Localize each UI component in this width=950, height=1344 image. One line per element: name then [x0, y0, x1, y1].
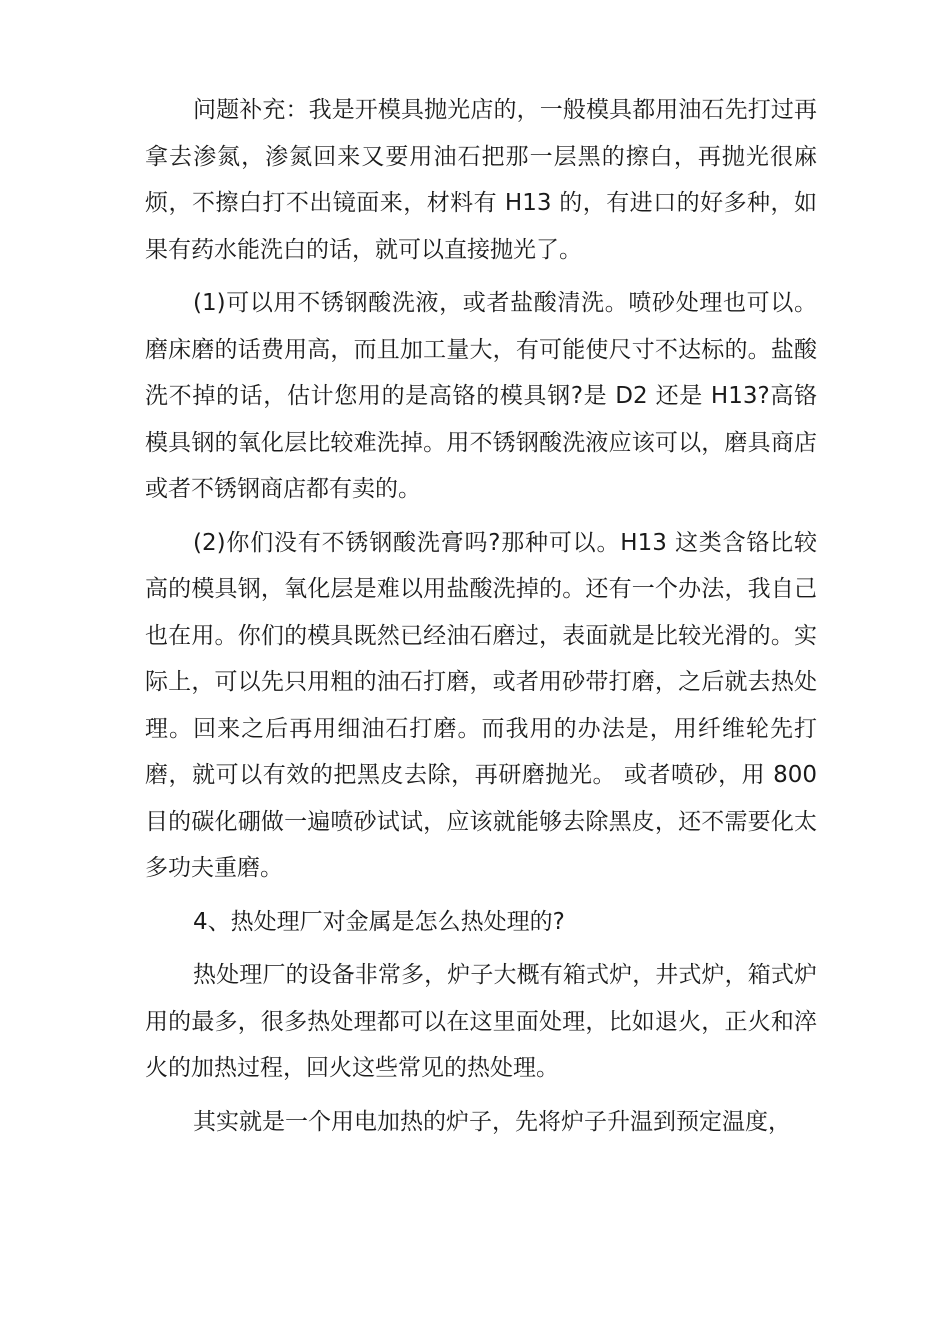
- document-page: [145, 87, 817, 1145]
- paragraph-question: 问题补充：我是开模具抛光店的，一般模具都用油石先打过再拿去渗氮，渗氮回来又要用油石把那一层黑的擦白，再抛光很麻烦，不擦白打不出镜面来，材料有 H13 的，有进口的好多种，如果有药水能洗白的话，就可以直接抛光了。: [145, 97, 817, 263]
- paragraph-answer-1: (1)可以用不锈钢酸洗液，或者盐酸清洗。喷砂处理也可以。磨床磨的话费用高，而且加工量大，有可能使尺寸不达标的。盐酸洗不掉的话，估计您用的是高铬的模具钢?是 D2 还是 H13?高铬模具钢的氧化层比较难洗掉。用不锈钢酸洗液应该可以，磨具商店或者不锈钢商店都有卖的。: [145, 290, 817, 502]
- section-heading: 4、热处理厂对金属是怎么热处理的?: [193, 908, 565, 935]
- paragraph-equipment: 热处理厂的设备非常多，炉子大概有箱式炉，井式炉，箱式炉用的最多，很多热处理都可以在这里面处理，比如退火，正火和淬火的加热过程，回火这些常见的热处理。: [145, 962, 817, 1081]
- paragraph-answer-2: (2)你们没有不锈钢酸洗膏吗?那种可以。H13 这类含铬比较高的模具钢，氧化层是难以用盐酸洗掉的。还有一个办法，我自己也在用。你们的模具既然已经油石磨过，表面就是比较光滑的。实际上，可以先只用粗的油石打磨，或者用砂带打磨，之后就去热处理。回来之后再用细油石打磨。而我用的办法是，用纤维轮先打磨，就可以有效的把黑皮去除，再研磨抛光。 或者喷砂，用 800 目的碳化硼做一遍喷砂试试，应该就能够去除黑皮，还不需要化太多功夫重磨。: [145, 529, 817, 881]
- paragraph-furnace: 其实就是一个用电加热的炉子，先将炉子升温到预定温度，: [193, 1108, 791, 1135]
